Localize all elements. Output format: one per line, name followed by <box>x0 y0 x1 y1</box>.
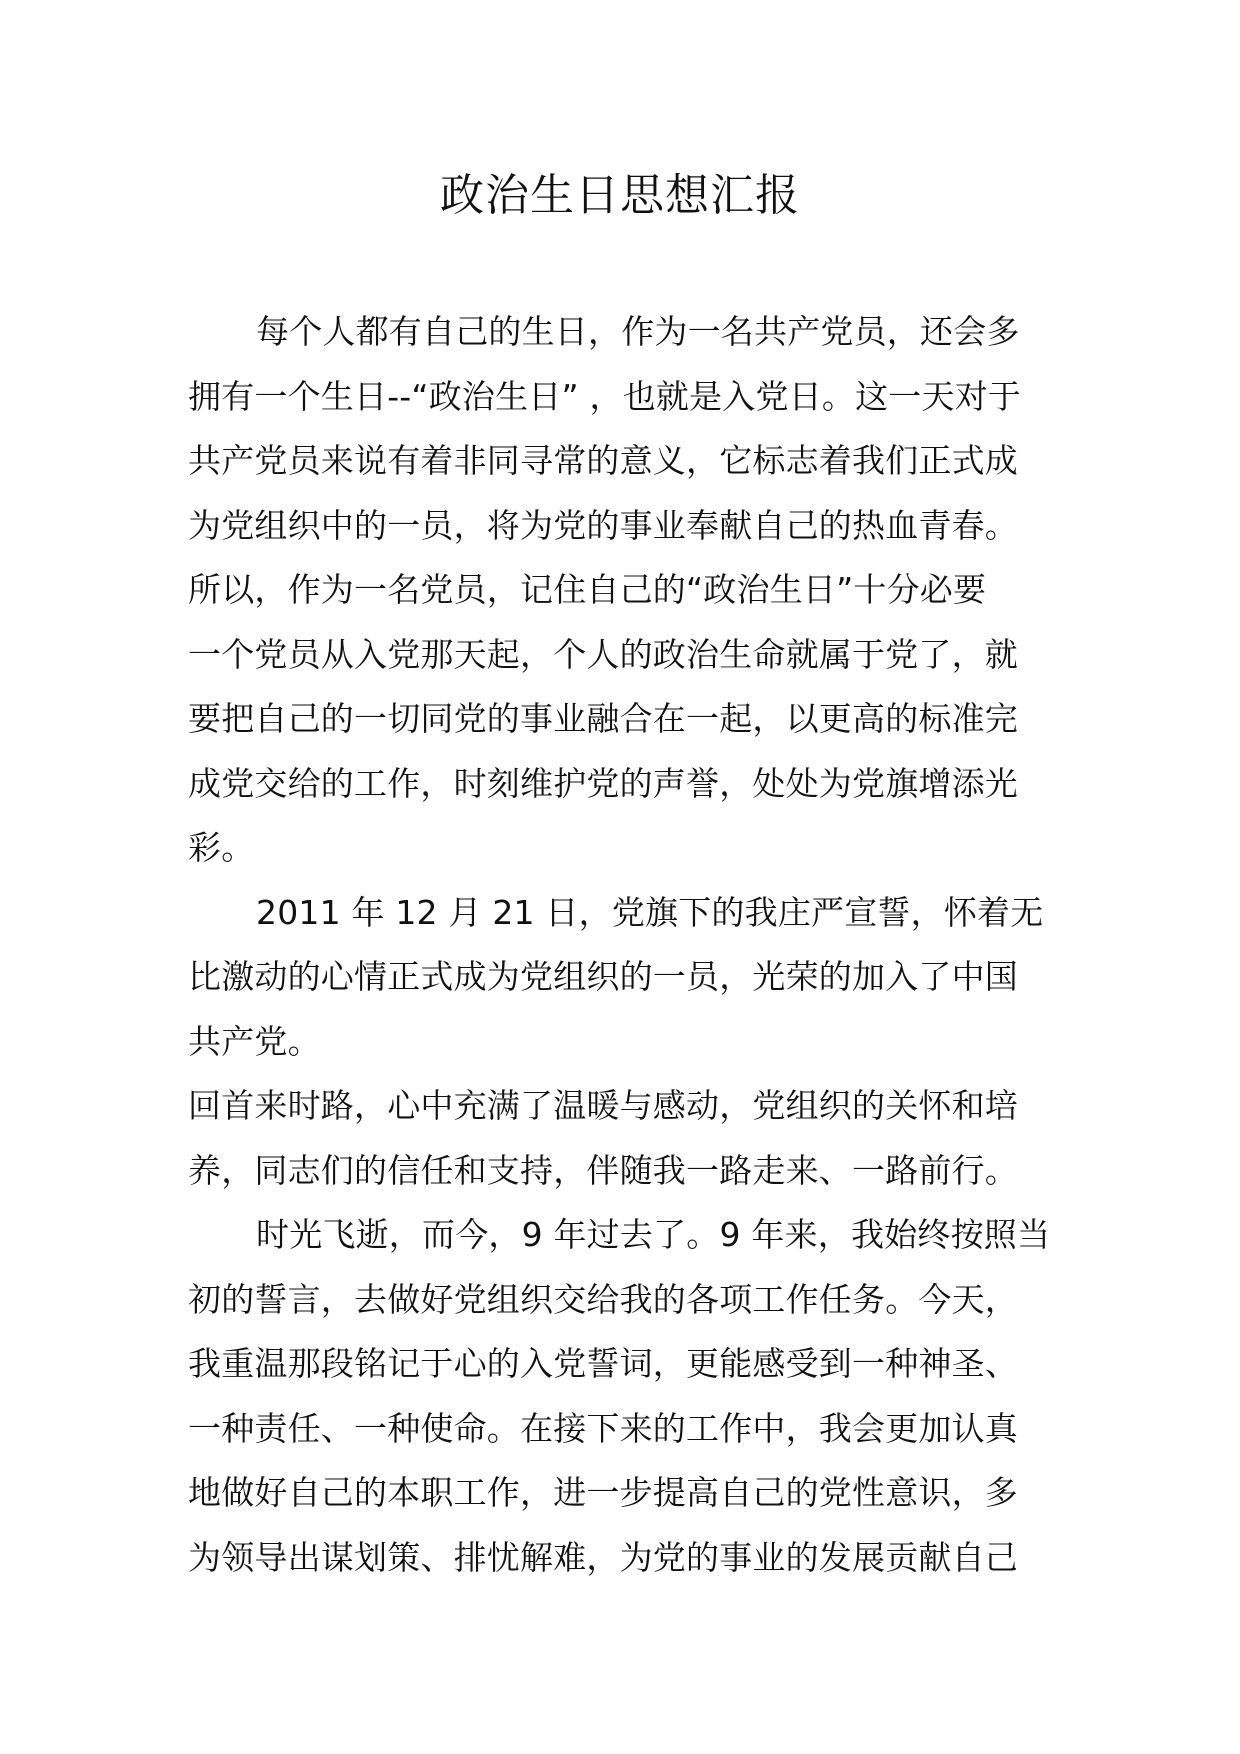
paragraph-line: 为领导出谋划策、排忧解难，为党的事业的发展贡献自己 <box>188 1537 1018 1577</box>
paragraph-line: 地做好自己的本职工作，进一步提高自己的党性意识，多 <box>188 1473 1018 1512</box>
paragraph-line: 共产党。 <box>188 1021 321 1061</box>
paragraph-line: 我重温那段铭记于心的入党誓词，更能感受到一种神圣、 <box>188 1344 1018 1383</box>
document-body <box>188 300 1058 1590</box>
paragraph-line: 一个党员从入党那天起，个人的政治生命就属于党了，就 <box>188 634 1018 674</box>
paragraph-line: 2011 年 12 月 21 日，党旗下的我庄严宣誓，怀着无 <box>256 892 1044 932</box>
paragraph-line: 成党交给的工作，时刻维护党的声誉，处处为党旗增添光 <box>188 763 1018 803</box>
paragraph-line: 拥有一个生日--“政治生日” ，也就是入党日。这一天对于 <box>188 376 1022 416</box>
paragraph-line: 时光飞逝，而今，9 年过去了。9 年来，我始终按照当 <box>256 1215 1051 1254</box>
paragraph-line: 要把自己的一切同党的事业融合在一起，以更高的标准完 <box>188 699 1018 738</box>
paragraph-line: 一种责任、一种使命。在接下来的工作中，我会更加认真 <box>188 1408 1018 1448</box>
paragraph-line: 为党组织中的一员，将为党的事业奉献自己的热血青春。 <box>188 505 1018 545</box>
paragraph-line: 初的誓言，去做好党组织交给我的各项工作任务。今天， <box>188 1279 1018 1319</box>
paragraph-line: 所以，作为一名党员，记住自己的“政治生日”十分必要 <box>188 570 987 609</box>
paragraph-line: 共产党员来说有着非同寻常的意义，它标志着我们正式成 <box>188 441 1018 480</box>
document-title: 政治生日思想汇报 <box>440 170 800 221</box>
paragraph-line: 每个人都有自己的生日，作为一名共产党员，还会多 <box>256 312 1020 351</box>
paragraph-line: 养，同志们的信任和支持，伴随我一路走来、一路前行。 <box>188 1150 1018 1190</box>
paragraph-line: 彩。 <box>188 828 255 867</box>
paragraph-line: 回首来时路，心中充满了温暖与感动，党组织的关怀和培 <box>188 1086 1018 1125</box>
paragraph-line: 比激动的心情正式成为党组织的一员，光荣的加入了中国 <box>188 957 1018 996</box>
